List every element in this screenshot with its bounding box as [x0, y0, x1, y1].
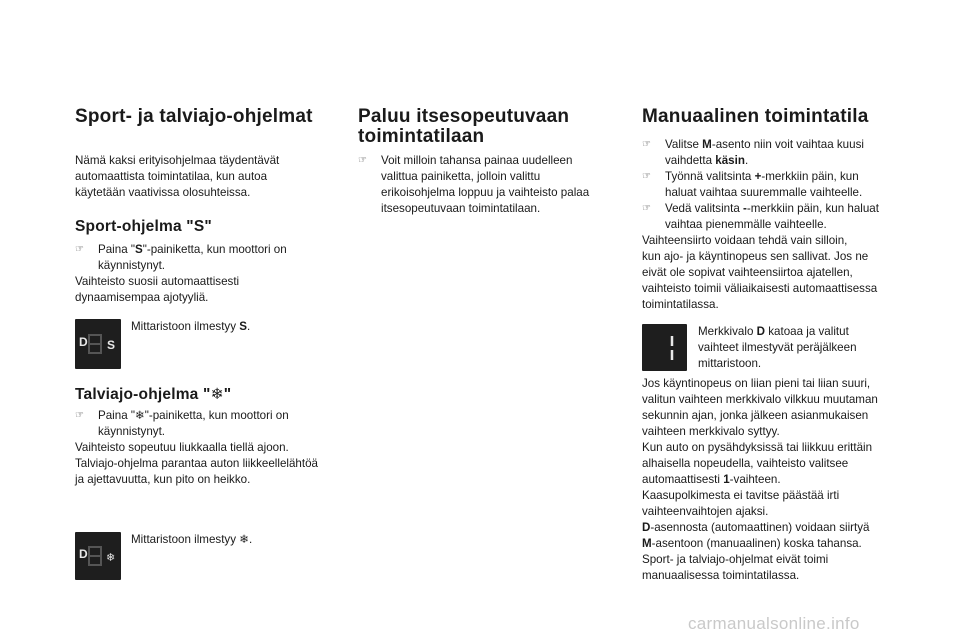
manual-para2-line4: vaihteen merkkivalo syttyy.: [642, 425, 780, 438]
return-bullet: [358, 153, 618, 217]
display-letter-d: D: [79, 335, 88, 349]
manual-para4-line2: M-asentoon (manuaalinen) koska tahansa.: [642, 537, 862, 550]
return-bullet-line1: Voit milloin tahansa painaa uudelleen: [381, 154, 573, 167]
display-mode-snowflake: ❄: [106, 551, 116, 564]
manual-bullet-2-line1: Työnnä valitsinta +-merkkiin päin, kun: [665, 170, 859, 183]
bullet-icon: ☞: [75, 244, 84, 255]
manual-display-caption-line2: vaihteet ilmestyvät peräjälkeen: [698, 341, 857, 354]
manual-para5-line1: Sport- ja talviajo-ohjelmat eivät toimi: [642, 553, 829, 566]
sport-bullet-line1: Paina "S"-painiketta, kun moottori on: [98, 243, 287, 256]
manual-para3-line2: vaihteenvaihtojen ajaksi.: [642, 505, 769, 518]
manual-para1-line1: Vaihteensiirto voidaan tehdä vain silloin,: [642, 234, 848, 247]
manual-para2-line7: automaattisesti 1-vaihteen.: [642, 473, 781, 486]
bullet-icon: ☞: [642, 139, 651, 150]
snowflake-icon: ❄: [210, 386, 224, 403]
manual-bullet-3-line1: Vedä valitsinta --merkkiin päin, kun haluat: [665, 202, 879, 215]
winter-display-image: [75, 532, 121, 580]
sport-display-image: [75, 319, 121, 369]
bullet-icon: ☞: [75, 410, 84, 421]
winter-display-caption: Mittaristoon ilmestyy ❄.: [131, 533, 253, 546]
display-mode-s: S: [107, 338, 116, 352]
winter-text-2: Talviajo-ohjelma parantaa auton liikkeellelähtöä: [75, 457, 318, 470]
watermark: carmanualsonline.info: [688, 614, 860, 633]
manual-display-image: [642, 324, 687, 371]
manual-para1-line2: kun ajo- ja käyntinopeus sen sallivat. Jos ne: [642, 250, 869, 263]
manual-para2-line2: valitun vaihteen merkkivalo vilkkuu muutaman: [642, 393, 878, 406]
manual-bullet-2-line2: haluat vaihtaa suuremmalle vaihteelle.: [665, 186, 863, 199]
subtitle-winter: Talviajo-ohjelma "❄": [75, 386, 232, 403]
winter-bullet: [75, 408, 335, 440]
intro-line-3: käytetään vaativissa olosuhteissa.: [75, 186, 251, 199]
manual-bullet-1-line2: vaihdetta käsin.: [665, 154, 749, 167]
manual-bullet-2: [642, 169, 912, 201]
manual-para2-line3: sekunnin ajan, jonka jälkeen asianmukaisen: [642, 409, 869, 422]
return-bullet-line2: valittua painiketta, jolloin valittu: [381, 170, 541, 183]
return-bullet-line4: itsesopeutuvaan toimintatilaan.: [381, 202, 541, 215]
manual-para1-line3: eivät ole sopivat vaihteensiirtoa ajatellen,: [642, 266, 853, 279]
manual-bullet-1-line1: Valitse M-asento niin voit vaihtaa kuusi: [665, 138, 864, 151]
manual-para3-line1: Kaasupolkimesta ei tavitse päästää irti: [642, 489, 840, 502]
intro-line-2: automaattista toimintatilaa, kun autoa: [75, 170, 268, 183]
manual-display-caption-line1: Merkkivalo D katoaa ja valitut: [698, 325, 849, 338]
winter-bullet-line1: Paina "❄"-painiketta, kun moottori on: [98, 409, 289, 422]
manual-para2-line1: Jos käyntinopeus on liian pieni tai liian suuri,: [642, 377, 871, 390]
manual-para2-line6: alhaisella nopeudella, vaihteisto valitsee: [642, 457, 849, 470]
section-title-return-line2: toimintatilaan: [358, 126, 485, 147]
bullet-icon: ☞: [642, 203, 651, 214]
section-title-return-line1: Paluu itsesopeutuvaan: [358, 106, 570, 127]
manual-bullet-3: [642, 201, 912, 233]
return-bullet-line3: erikoisohjelma loppuu ja vaihteisto palaa: [381, 186, 590, 199]
sport-display-caption: Mittaristoon ilmestyy S.: [131, 320, 251, 333]
manual-para1-line4: vaihteisto toimii väliaikaisesti automaattisessa: [642, 282, 878, 295]
manual-bullet-3-line2: vaihtaa pienemmälle vaihteelle.: [665, 218, 827, 231]
intro-line-1: Nämä kaksi erityisohjelmaa täydentävät: [75, 154, 280, 167]
manual-bullet-1: [642, 137, 912, 169]
sport-bullet-line2: käynnistynyt.: [98, 259, 166, 272]
winter-bullet-line2: käynnistynyt.: [98, 425, 166, 438]
winter-text-1: Vaihteisto sopeutuu liukkaalla tiellä ajoon.: [75, 441, 289, 454]
sport-text-2: dynaamisempaa ajotyyliä.: [75, 291, 209, 304]
snowflake-icon: ❄: [239, 533, 249, 546]
subtitle-sport: Sport-ohjelma "S": [75, 218, 212, 235]
manual-para4-line1: D-asennosta (automaattinen) voidaan siirtyä: [642, 521, 870, 534]
manual-para1-line5: toimintatilassa.: [642, 298, 719, 311]
sport-text-1: Vaihteisto suosii automaattisesti: [75, 275, 240, 288]
display-letter-d: D: [79, 547, 88, 561]
snowflake-icon: ❄: [135, 409, 145, 422]
manual-para5-line2: manuaalisessa toimintatilassa.: [642, 569, 800, 582]
section-title-manual: Manuaalinen toimintatila: [642, 106, 869, 127]
sport-bullet: [75, 242, 335, 274]
section-title-sport-winter: Sport- ja talviajo-ohjelmat: [75, 106, 313, 127]
bullet-icon: ☞: [642, 171, 651, 182]
manual-display-caption-line3: mittaristoon.: [698, 357, 762, 370]
bullet-icon: ☞: [358, 155, 367, 166]
manual-para2-line5: Kun auto on pysähdyksissä tai liikkuu erittäin: [642, 441, 873, 454]
winter-text-3: ja ajettavuutta, kun pito on heikko.: [75, 473, 251, 486]
